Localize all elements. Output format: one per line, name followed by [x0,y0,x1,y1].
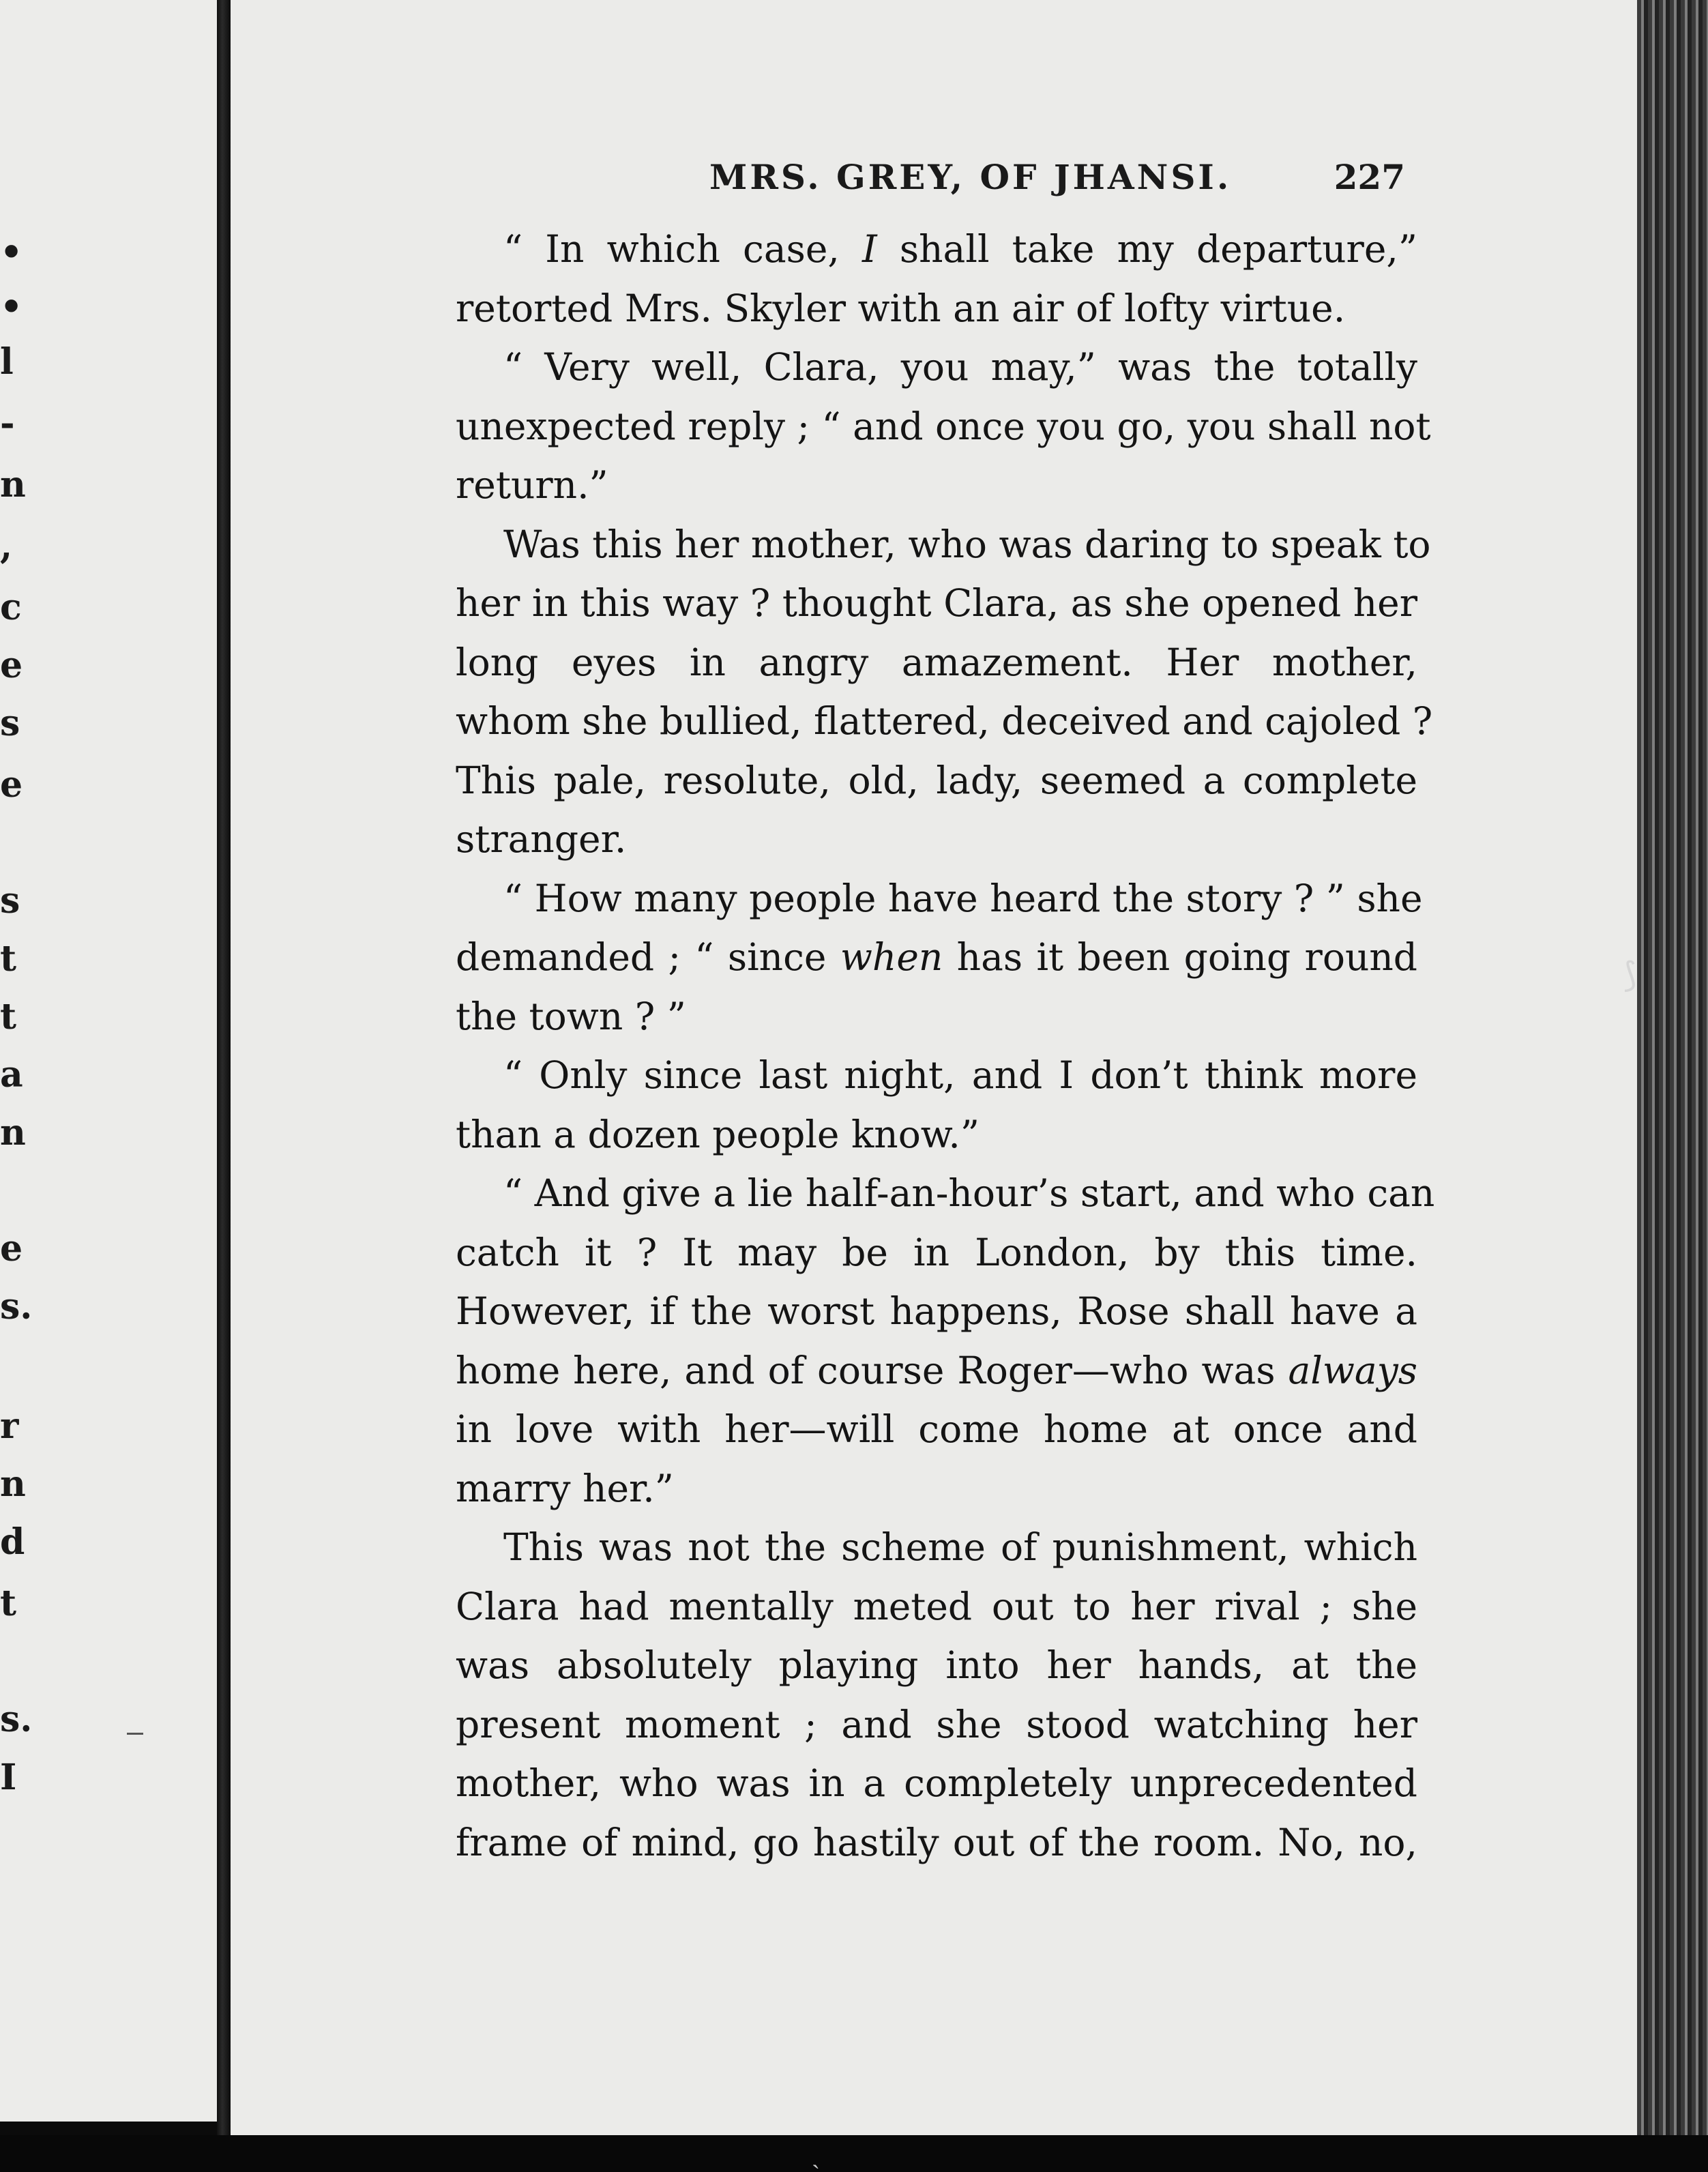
text-line: demanded ; “ since when has it been going round [456,935,1417,979]
left-page-fragment: I [0,1757,17,1798]
text-line: was absolutely playing into her hands, at the [456,1643,1417,1687]
stray-mark [127,1733,143,1735]
text-line: than a dozen people know.” [456,1112,980,1156]
text-line: stranger. [456,817,627,861]
text-line: “ How many people have heard the story ? ” she [503,876,1423,920]
page-number: 227 [1334,157,1405,197]
left-page-fragment: s. [0,1286,33,1327]
text-line: unexpected reply ; “ and once you go, you shall not [456,404,1431,448]
text-line: home here, and of course Roger—who was always [456,1348,1417,1392]
left-page-fragment: - [0,402,15,444]
left-page-fragment: , [0,525,13,567]
text-line: However, if the worst happens, Rose shall have a [456,1289,1417,1333]
left-page-fragment: s [0,880,20,922]
left-page-fragment: t [0,1583,17,1624]
text-line: long eyes in angry amazement. Her mother, [456,640,1417,684]
text-line: Clara had mentally meted out to her rival ; she [456,1584,1417,1628]
text-line: her in this way ? thought Clara, as she opened her [456,581,1417,625]
text-line: in love with her—will come home at once and [456,1407,1417,1451]
scan-bottom-band [0,2135,1708,2172]
left-page-fragment: r [0,1405,19,1447]
edge-mark-icon: ⟆ [1623,955,1637,995]
text-line: marry her.” [456,1466,674,1510]
left-page-fragment: n [0,464,26,505]
dust-speck-icon: ˎ [812,2141,820,2169]
text-line: “ In which case, I shall take my departure,” [503,227,1417,271]
left-page-fragment: • [0,287,23,328]
body-text [456,220,1435,1872]
left-page-fragment: d [0,1521,25,1563]
text-line: “ Only since last night, and I don’t think more [503,1053,1417,1097]
text-line: “ And give a lie half-an-hour’s start, and who can [503,1171,1435,1215]
text-line: present moment ; and she stood watching her [456,1702,1417,1746]
text-line: whom she bullied, flattered, deceived and cajoled ? [456,699,1433,743]
left-page-fragment: s. [0,1699,33,1740]
text-line: the town ? ” [456,994,686,1038]
left-page-fragment: n [0,1112,26,1154]
running-head [477,157,1432,198]
text-line: catch it ? It may be in London, by this time. [456,1230,1417,1274]
book-gutter [217,0,231,2142]
left-page-fragment: a [0,1054,23,1096]
left-page-fragment: s [0,703,20,744]
text-line: “ Very well, Clara, you may,” was the totally [503,345,1417,389]
running-title: MRS. GREY, OF JHANSI. [709,157,1232,197]
left-page-fragment: t [0,996,17,1038]
text-line: return.” [456,463,608,507]
text-line: retorted Mrs. Skyler with an air of lofty virtue. [456,286,1346,330]
left-page [0,0,217,2122]
left-page-fragment: e [0,645,23,686]
text-line: This pale, resolute, old, lady, seemed a complete [456,758,1417,802]
left-page-fragment: t [0,938,17,980]
left-page-fragment: n [0,1463,26,1505]
left-page-fragment: e [0,764,23,806]
text-line: Was this her mother, who was daring to speak to [503,522,1431,566]
text-line: mother, who was in a completely unprecedented [456,1761,1417,1805]
text-line: frame of mind, go hastily out of the room. No, no, [456,1820,1417,1864]
text-line: This was not the scheme of punishment, which [503,1525,1417,1569]
left-page-fragment: c [0,587,22,628]
page-edges [1623,0,1708,2142]
left-page-fragment: e [0,1228,23,1270]
left-page-fragment: l [0,341,14,383]
left-page-fragment: • [0,232,23,274]
